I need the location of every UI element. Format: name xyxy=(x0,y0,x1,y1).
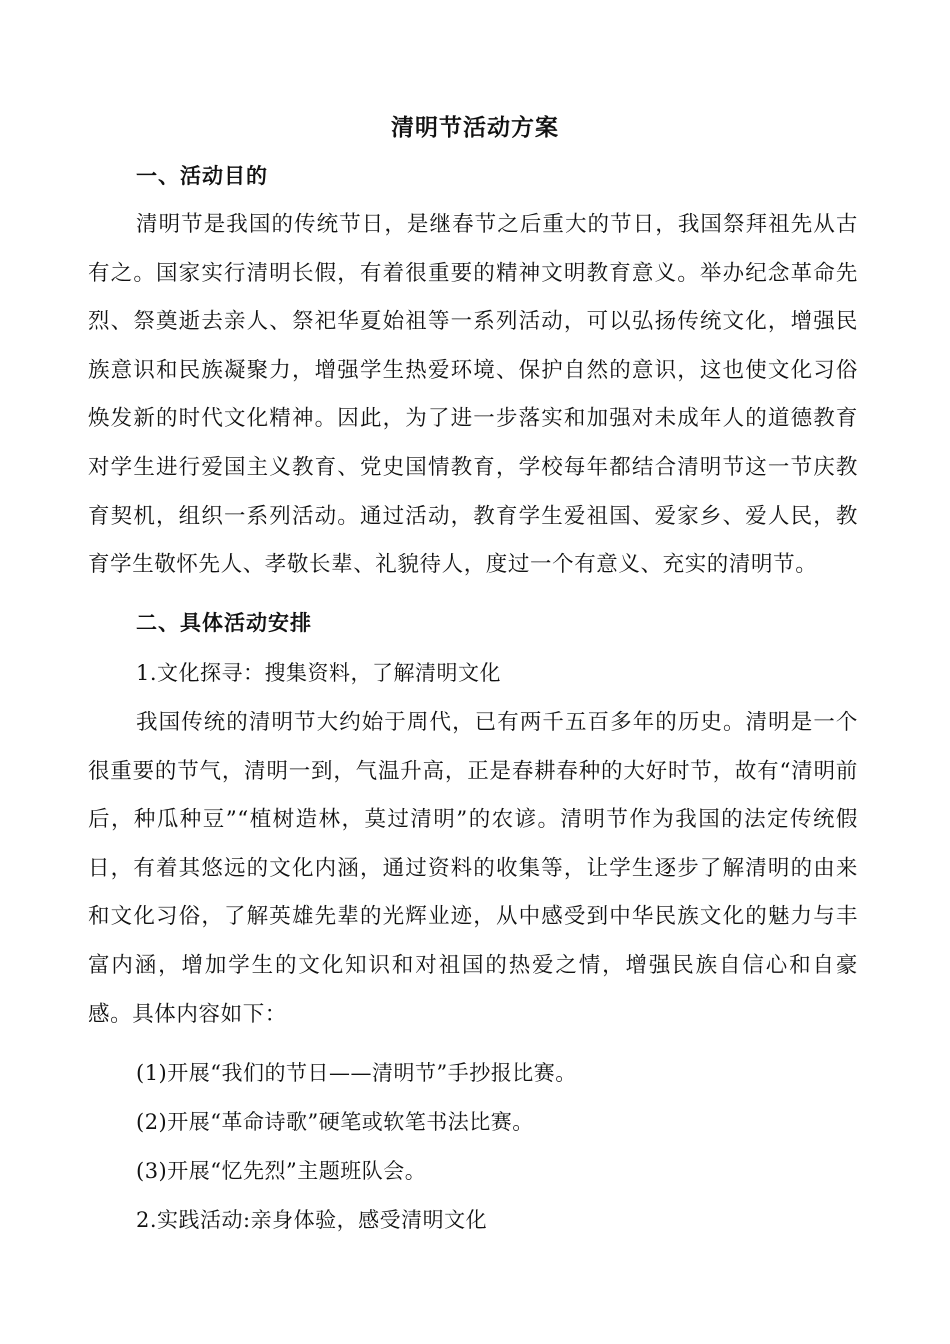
section-heading-purpose: 一、活动目的 xyxy=(136,163,268,188)
subheading-culture-exploration: 1.文化探寻：搜集资料，了解清明文化 xyxy=(136,661,502,685)
subheading-practice-activity: 2.实践活动:亲身体验，感受清明文化 xyxy=(136,1208,488,1232)
list-item-2: (2)开展“革命诗歌”硬笔或软笔书法比赛。 xyxy=(136,1110,534,1134)
paragraph-purpose: 清明节是我国的传统节日，是继春节之后重大的节日，我国祭拜祖先从古有之。国家实行清明长假，有着很重要的精神文明教育意义。举办纪念革命先烈、祭奠逝去亲人、祭祀华夏始祖等一系列活动，可以弘扬传统文化，增强民族意识和民族凝聚力，增强学生热爱环境、保护自然的意识，这也使文化习俗焕发新的时代文化精神。因此，为了进一步落实和加强对未成年人的道德教育对学生进行爱国主义教育、党史国情教育，学校每年都结合清明节这一节庆教育契机，组织一系列活动。通过活动，教育学生爱祖国、爱家乡、爱人民，教育学生敬怀先人、孝敬长辈、礼貌待人，度过一个有意义、充实的清明节。 xyxy=(88,212,858,578)
section-heading-arrangement: 二、具体活动安排 xyxy=(136,610,312,635)
list-item-1: (1)开展“我们的节日——清明节”手抄报比赛。 xyxy=(136,1061,577,1085)
list-item-3: (3)开展“忆先烈”主题班队会。 xyxy=(136,1159,427,1183)
paragraph-culture: 我国传统的清明节大约始于周代，已有两千五百多年的历史。清明是一个很重要的节气，清明一到，气温升高，正是春耕春种的大好时节，故有“清明前后，种瓜种豆”“植树造林，莫过清明”的农谚。清明节作为我国的法定传统假日，有着其悠远的文化内涵，通过资料的收集等，让学生逐步了解清明的由来和文化习俗，了解英雄先辈的光辉业迹，从中感受到中华民族文化的魅力与丰富内涵，增加学生的文化知识和对祖国的热爱之情，增强民族自信心和自豪感。具体内容如下： xyxy=(88,710,858,1027)
document-title: 清明节活动方案 xyxy=(391,114,559,141)
